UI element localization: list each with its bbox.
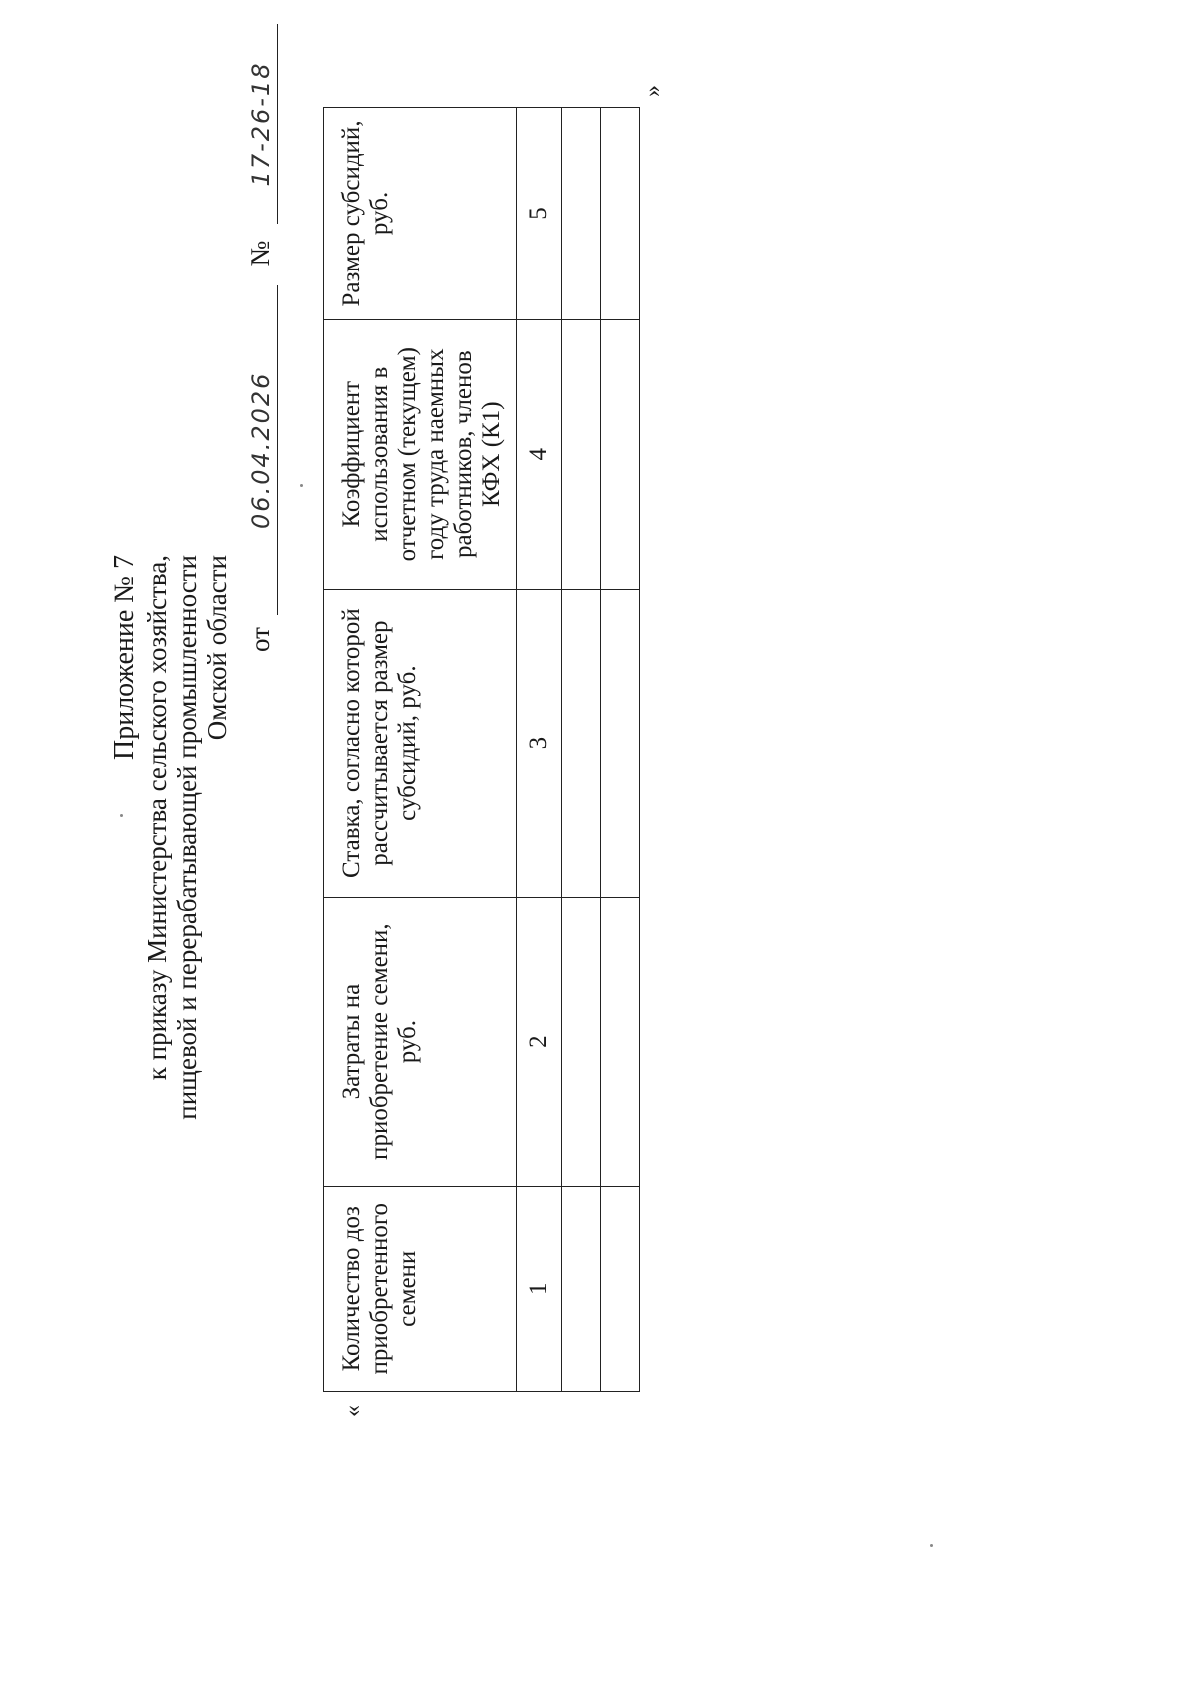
table-cell — [601, 1186, 640, 1391]
order-date-number-row — [245, 52, 278, 652]
table-cell — [601, 589, 640, 897]
column-number-cell: 2 — [517, 897, 562, 1186]
subsidy-table-container — [323, 107, 640, 1392]
scan-speck — [300, 484, 303, 487]
column-header-doses: Количество доз приобретенного семени — [324, 1186, 517, 1391]
document-header — [110, 555, 232, 1255]
table-cell — [562, 1186, 601, 1391]
table-cell — [601, 319, 640, 589]
table-cell — [562, 897, 601, 1186]
date-prefix: от — [245, 627, 275, 652]
header-line-3: Омской области — [202, 555, 232, 741]
table-cell — [562, 319, 601, 589]
subsidy-calculation-table — [323, 107, 640, 1392]
table-cell — [601, 108, 640, 320]
column-number-cell: 3 — [517, 589, 562, 897]
header-line-1: к приказу Министерства сельского хозяйства, — [142, 555, 172, 1081]
appendix-title: Приложение № 7 — [109, 555, 140, 760]
scan-speck — [930, 1544, 933, 1547]
column-header-rate: Ставка, согласно которой рассчитывается размер субсидий, руб. — [324, 589, 517, 897]
column-header-subsidy-amount: Размер субсидий, руб. — [324, 108, 517, 320]
column-header-coefficient: Коэффициент использования в отчетном (текущем) году труда наемных работников, членов КФХ (К1) — [324, 319, 517, 589]
opening-quote-mark: « — [340, 1405, 366, 1417]
table-cell — [562, 589, 601, 897]
scan-speck — [120, 814, 123, 817]
column-header-costs: Затраты на приобретение семени, руб. — [324, 897, 517, 1186]
table-column-numbers-row — [517, 108, 562, 1392]
header-line-2: пищевой и перерабатывающей промышленности — [172, 555, 202, 1120]
closing-quote-mark: » — [640, 85, 666, 97]
order-date-field: 06.04.2026 — [247, 285, 278, 615]
table-empty-row — [562, 108, 601, 1392]
table-cell — [601, 897, 640, 1186]
order-number-field: 17-26-18 — [247, 24, 278, 224]
column-number-cell: 5 — [517, 108, 562, 320]
column-number-cell: 1 — [517, 1186, 562, 1391]
number-sign: № — [245, 240, 275, 267]
table-header-row — [324, 108, 517, 1392]
column-number-cell: 4 — [517, 319, 562, 589]
table-cell — [562, 108, 601, 320]
table-empty-row — [601, 108, 640, 1392]
